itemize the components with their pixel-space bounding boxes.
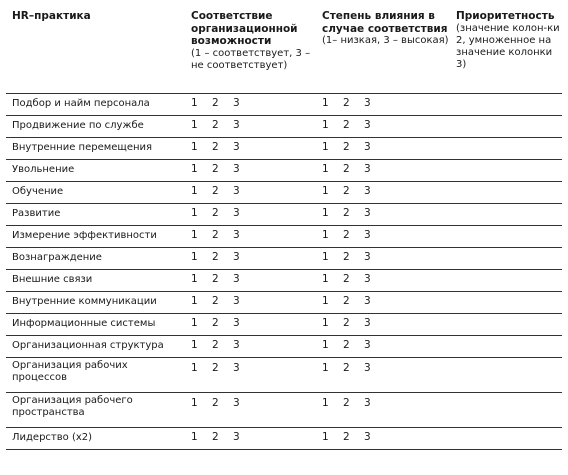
scale-value: 2: [343, 339, 350, 352]
scale-value: 2: [343, 141, 350, 154]
scale-value: 3: [364, 431, 371, 444]
scale-value: 3: [233, 396, 240, 409]
row-label: Внутренние коммуникации: [6, 291, 185, 313]
compliance-scale: [185, 93, 316, 115]
scale-value: 1: [191, 431, 198, 444]
influence-scale: [316, 247, 450, 269]
table-row: [6, 115, 562, 137]
compliance-scale: [185, 269, 316, 291]
scale-value: 3: [364, 396, 371, 409]
scale-value: 3: [233, 317, 240, 330]
scale-value: 3: [233, 361, 240, 374]
scale-value: 2: [212, 97, 219, 110]
influence-scale: [316, 181, 450, 203]
scale-value: 1: [191, 273, 198, 286]
scale-value: 1: [322, 295, 329, 308]
scale-value: 2: [343, 273, 350, 286]
priority-cell: [450, 335, 562, 357]
scale-value: 3: [364, 317, 371, 330]
scale-value: 1: [322, 251, 329, 264]
scale-value: 3: [364, 295, 371, 308]
scale-value: 1: [322, 119, 329, 132]
table-row: [6, 203, 562, 225]
scale-value: 3: [364, 163, 371, 176]
scale-value: 2: [343, 396, 350, 409]
table-row: [6, 93, 562, 115]
scale-value: 1: [191, 163, 198, 176]
priority-cell: [450, 115, 562, 137]
scale-value: 1: [191, 396, 198, 409]
influence-scale: [316, 313, 450, 335]
scale-value: 2: [343, 207, 350, 220]
row-label: Организация рабочих процессов: [6, 357, 185, 392]
influence-scale: [316, 291, 450, 313]
scale-value: 1: [322, 97, 329, 110]
scale-value: 2: [212, 185, 219, 198]
priority-cell: [450, 93, 562, 115]
row-label: Организация рабочего пространства: [6, 392, 185, 427]
scale-value: 2: [212, 431, 219, 444]
compliance-scale: [185, 357, 316, 392]
scale-value: 1: [322, 339, 329, 352]
scale-value: 3: [364, 361, 371, 374]
influence-scale: [316, 93, 450, 115]
scale-value: 2: [343, 251, 350, 264]
table-row: [6, 427, 562, 449]
influence-scale: [316, 269, 450, 291]
priority-cell: [450, 427, 562, 449]
scale-value: 2: [343, 229, 350, 242]
scale-value: 2: [212, 141, 219, 154]
priority-cell: [450, 291, 562, 313]
scale-value: 3: [364, 207, 371, 220]
scale-value: 2: [343, 431, 350, 444]
header-influence-note: (1– низкая, 3 – высокая): [322, 35, 449, 46]
scale-value: 2: [212, 119, 219, 132]
scale-value: 3: [364, 185, 371, 198]
scale-value: 3: [364, 273, 371, 286]
influence-scale: [316, 427, 450, 449]
header-compliance: Соответствие организационной возможности (1 – соответствует, 3 – не соответствует): [185, 8, 316, 93]
table-header-row: [6, 8, 562, 93]
scale-value: 1: [322, 207, 329, 220]
scale-value: 3: [364, 97, 371, 110]
priority-cell: [450, 181, 562, 203]
priority-cell: [450, 313, 562, 335]
compliance-scale: [185, 115, 316, 137]
row-label: Вознаграждение: [6, 247, 185, 269]
scale-value: 2: [212, 229, 219, 242]
scale-value: 2: [212, 251, 219, 264]
scale-value: 2: [343, 185, 350, 198]
row-label: Внутренние перемещения: [6, 137, 185, 159]
compliance-scale: [185, 291, 316, 313]
row-label: Подбор и найм персонала: [6, 93, 185, 115]
scale-value: 1: [191, 207, 198, 220]
table-row: [6, 291, 562, 313]
priority-cell: [450, 137, 562, 159]
hr-practice-table: [6, 8, 562, 450]
row-label: Увольнение: [6, 159, 185, 181]
scale-value: 2: [343, 317, 350, 330]
header-priority: Приоритетность (значение колон-ки 2, умноженное на значение колонки 3): [450, 8, 562, 93]
row-label: Информационные системы: [6, 313, 185, 335]
scale-value: 2: [212, 339, 219, 352]
row-label: Измерение эффективности: [6, 225, 185, 247]
scale-value: 3: [364, 141, 371, 154]
priority-cell: [450, 392, 562, 427]
influence-scale: [316, 225, 450, 247]
table-row: [6, 357, 562, 392]
priority-cell: [450, 203, 562, 225]
influence-scale: [316, 137, 450, 159]
header-priority-note: (значение колон-ки 2, умноженное на значение колонки 3): [456, 22, 560, 70]
scale-value: 2: [343, 163, 350, 176]
influence-scale: [316, 357, 450, 392]
scale-value: 3: [233, 229, 240, 242]
row-label: Развитие: [6, 203, 185, 225]
row-label: Обучение: [6, 181, 185, 203]
scale-value: 1: [322, 141, 329, 154]
priority-cell: [450, 159, 562, 181]
scale-value: 3: [233, 207, 240, 220]
scale-value: 1: [191, 141, 198, 154]
scale-value: 1: [322, 273, 329, 286]
scale-value: 1: [322, 431, 329, 444]
influence-scale: [316, 115, 450, 137]
table-row: [6, 269, 562, 291]
scale-value: 2: [212, 317, 219, 330]
compliance-scale: [185, 335, 316, 357]
scale-value: 1: [191, 119, 198, 132]
compliance-scale: [185, 159, 316, 181]
scale-value: 1: [322, 229, 329, 242]
header-hr-practice: HR–практика: [12, 10, 91, 22]
scale-value: 1: [191, 97, 198, 110]
scale-value: 1: [322, 361, 329, 374]
influence-scale: [316, 335, 450, 357]
compliance-scale: [185, 137, 316, 159]
scale-value: 2: [212, 396, 219, 409]
scale-value: 3: [233, 339, 240, 352]
scale-value: 3: [364, 229, 371, 242]
compliance-scale: [185, 427, 316, 449]
header-compliance-note: (1 – соответствует, 3 – не соответствует): [191, 47, 311, 71]
influence-scale: [316, 203, 450, 225]
scale-value: 3: [233, 141, 240, 154]
priority-cell: [450, 247, 562, 269]
scale-value: 3: [233, 163, 240, 176]
compliance-scale: [185, 313, 316, 335]
influence-scale: [316, 392, 450, 427]
scale-value: 1: [191, 339, 198, 352]
compliance-scale: [185, 203, 316, 225]
scale-value: 1: [191, 251, 198, 264]
compliance-scale: [185, 181, 316, 203]
scale-value: 1: [191, 229, 198, 242]
scale-value: 3: [233, 97, 240, 110]
scale-value: 3: [233, 251, 240, 264]
scale-value: 3: [233, 295, 240, 308]
scale-value: 3: [233, 119, 240, 132]
scale-value: 2: [343, 97, 350, 110]
scale-value: 1: [191, 361, 198, 374]
row-label: Лидерство (x2): [6, 427, 185, 449]
table-row: [6, 181, 562, 203]
scale-value: 1: [191, 185, 198, 198]
table-row: [6, 313, 562, 335]
table-row: [6, 137, 562, 159]
compliance-scale: [185, 392, 316, 427]
scale-value: 1: [322, 396, 329, 409]
scale-value: 2: [212, 273, 219, 286]
scale-value: 2: [212, 295, 219, 308]
scale-value: 3: [364, 251, 371, 264]
scale-value: 1: [191, 317, 198, 330]
scale-value: 2: [343, 119, 350, 132]
table-row: [6, 159, 562, 181]
row-label: Внешние связи: [6, 269, 185, 291]
scale-value: 3: [233, 273, 240, 286]
table-body: [6, 93, 562, 449]
influence-scale: [316, 159, 450, 181]
row-label: Организационная структура: [6, 335, 185, 357]
scale-value: 3: [364, 119, 371, 132]
scale-value: 3: [233, 431, 240, 444]
scale-value: 2: [343, 295, 350, 308]
scale-value: 1: [322, 185, 329, 198]
row-label: Продвижение по службе: [6, 115, 185, 137]
scale-value: 2: [343, 361, 350, 374]
compliance-scale: [185, 247, 316, 269]
scale-value: 2: [212, 361, 219, 374]
priority-cell: [450, 225, 562, 247]
priority-cell: [450, 269, 562, 291]
table-row: [6, 335, 562, 357]
scale-value: 3: [233, 185, 240, 198]
compliance-scale: [185, 225, 316, 247]
table-row: [6, 225, 562, 247]
table-row: [6, 247, 562, 269]
header-influence: Степень влияния в случае соответствия (1– низкая, 3 – высокая): [322, 10, 449, 46]
scale-value: 2: [212, 207, 219, 220]
scale-value: 3: [364, 339, 371, 352]
priority-cell: [450, 357, 562, 392]
scale-value: 1: [322, 163, 329, 176]
scale-value: 1: [191, 295, 198, 308]
scale-value: 2: [212, 163, 219, 176]
table-row: [6, 392, 562, 427]
scale-value: 1: [322, 317, 329, 330]
